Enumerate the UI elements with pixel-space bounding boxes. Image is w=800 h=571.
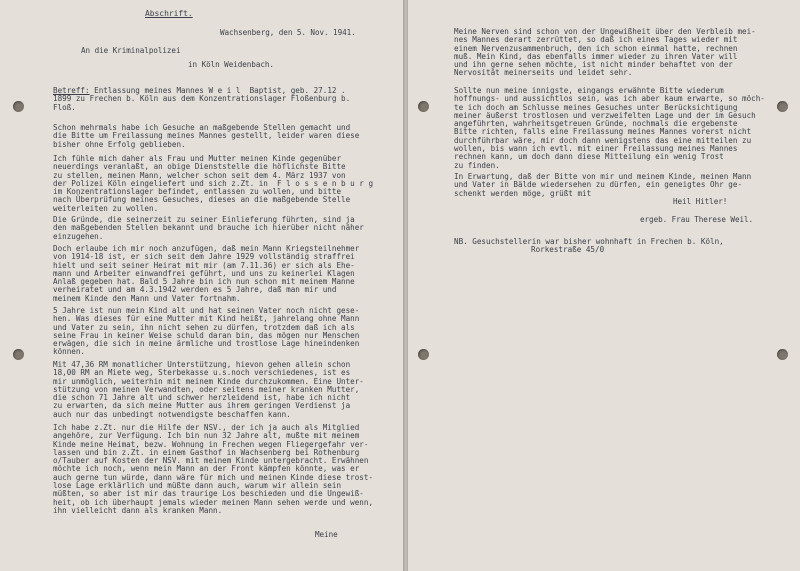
punch-hole (418, 101, 429, 112)
subject-line: Entlassung meines Mannes W e i l Baptist, geb. 27.12 . (89, 86, 346, 95)
text-line: möchte ich noch, wenn mein Mann an der Front kämpfen könnte, was er (53, 464, 360, 474)
text-line: die schon 71 Jahre alt und schwer herzleidend ist, habe ich nicht (53, 393, 351, 403)
text-line: von 1914-18 ist, er sich seit dem Jahre 1929 vollständig straffrei (53, 252, 355, 262)
paragraph-2 (53, 155, 373, 213)
right-page (408, 0, 800, 571)
paragraph-6 (53, 361, 364, 419)
text-line: und Vater zu sein, ihn nicht sehen zu dürfen, trotzdem daß ich als (53, 322, 355, 332)
text-line: mir unmöglich, weiterhin mit meinem Kinde durchzukommen. Eine Unter- (53, 376, 364, 386)
text-line: Ich fühle mich daher als Frau und Mutter meinen Kinde gegenüber (53, 154, 342, 163)
paragraph-10 (454, 173, 751, 198)
text-line: auch nur das unbedingt notwendigste beschaffen kann. (53, 409, 291, 419)
subject-line: 1899 zu Frechen b. Köln aus dem Konzentrationslager Floßenburg b. (53, 94, 351, 104)
text-line: meinem Kinde den Mann und Vater fortnahm. (53, 293, 241, 303)
text-line: Kinde meine Heimat, bezw. Wohnung in Frechen wegen Fliegergefahr ver- (53, 439, 369, 449)
text-line: Bitte richten, falls eine Freilassung meines Mannes vorerst nicht (454, 127, 752, 137)
text-line: auch gerne tun würde, dann wäre für mich und meinen Kinde diese trost- (53, 472, 374, 482)
text-line: muß. Mein Kind, das ebenfalls immer wieder zu ihren Vater will (454, 51, 738, 61)
text-line: neuerdings veranlaßt, an obige Dienststelle die höflichste Bitte (53, 162, 346, 172)
text-line: erwägen, die sich in meine ärmliche und trostlose Lage hineindenken (53, 339, 360, 349)
text-line: meiner äußerst trostlosen und verzweifelten Lage und der im Gesuch (454, 110, 756, 120)
text-line: Nervosität meinerseits und leidet sehr. (454, 68, 633, 78)
text-line: Meine Nerven sind schon von der Ungewißheit über den Verbleib mei- (454, 27, 756, 36)
text-line: durchführbar wäre, mir doch dann wenigstens das eine mitteilen zu (454, 135, 752, 145)
text-line: hielt und seit seiner Heirat mit mir (am 7.11.36) er sich als Ehe- (53, 260, 355, 270)
text-line: einzugehen. (53, 231, 104, 241)
paragraph-5 (53, 307, 359, 357)
punch-hole (13, 349, 24, 360)
punch-hole (418, 349, 429, 360)
footnote-line: NB. Gesuchstellerin war bisher wohnhaft in Frechen b. Köln, (454, 237, 724, 246)
text-line: te ich doch am Schlusse meines Gesuches unter Berücksichtigung (454, 102, 738, 112)
paragraph-1 (53, 124, 359, 149)
punch-hole (13, 101, 24, 112)
text-line: Ich habe z.Zt. nur die Hilfe der NSV., der ich ja auch als Mitglied (53, 423, 360, 432)
text-line: im Konzentrationslager befindet, entlassen zu wollen, und bitte (53, 187, 342, 197)
text-line: Doch erlaube ich mir noch anzufügen, daß mein Mann Kriegsteilnehmer (53, 244, 360, 253)
text-line: stützung von meinen Verwandten, oder seitens meiner kranken Mutter, (53, 384, 360, 394)
text-line: zu stellen, meinen Mann, welcher schon seit dem 4. März 1937 von (53, 170, 346, 180)
signature: ergeb. Frau Therese Weil. (640, 215, 754, 224)
recipient-line-2: in Köln Weidenbach. (188, 60, 274, 69)
text-line: lassen und bin z.Zt. in einem Gasthof in Wachsenberg bei Rothenburg (53, 447, 360, 457)
text-line: und Vater in Bälde wiedersehen zu dürfen, ein geneigtes Ohr ge- (454, 180, 743, 190)
text-line: Schon mehrmals habe ich Gesuche an maßgebende Stellen gemacht und (53, 123, 351, 132)
text-line: verheiratet und am 4.3.1942 werden es 5 Jahre, daß man mir und (53, 285, 337, 295)
text-line: heit, ob ich überhaupt jemals wieder meinen Mann sehen werde und wenn, (53, 497, 374, 507)
text-line: 5 Jahre ist nun mein Kind alt und hat seinen Vater noch nicht gese- (53, 306, 360, 315)
footnote (454, 238, 724, 255)
text-line: Die Gründe, die seinerzeit zu seiner Einlieferung führten, sind ja (53, 215, 355, 224)
place-date: Wachsenberg, den 5. Nov. 1941. (220, 28, 356, 37)
recipient-line-1: An die Kriminalpolizei (81, 46, 181, 55)
subject-block (53, 87, 350, 112)
paragraph-4 (53, 245, 359, 303)
text-line: 18,00 RM an Miete weg, Sterbekasse u.s.noch verschiedenes, ist es (53, 368, 351, 378)
text-line: o/Tauber auf Kosten der NSV. mit meinem Kinde untergebracht. Erwähnen (53, 456, 369, 466)
text-line: Anlaß gegeben hat. Bald 5 Jahre bin ich nun schon mit meinem Manne (53, 277, 355, 287)
text-line: mann und Arbeiter einwandfrei geführt, und uns zu keinerlei Klagen (53, 268, 355, 278)
text-line: lose Lage erklärlich und müßte dann auch, warum wir allein sein (53, 481, 342, 491)
subject-label: Betreff: (53, 86, 90, 95)
paragraph-9 (454, 87, 765, 170)
catchword: Meine (315, 530, 338, 539)
text-line: den maßgebenden Stellen bekannt und brauche ich hierüber nicht näher (53, 223, 364, 233)
text-line: der Polizei Köln eingeliefert und sich z.Zt. in F l o s s e n b u r g (53, 178, 374, 188)
text-line: angehöre, zur Verfügung. Ich bin nun 32 Jahre alt, mußte mit meinem (53, 431, 360, 441)
footnote-line: Rorkestraße 45/0 (531, 245, 605, 255)
text-line: hen. Was dieses für eine Mutter mit Kind heißt, jahrelang ohne Mann (53, 314, 360, 324)
text-line: bisher ohne Erfolg geblieben. (53, 139, 186, 149)
text-line: seine Frau in keiner Weise schuld daran bin, das mögen nur Menschen (53, 330, 360, 340)
text-line: die Bitte um Freilassung meines Mannes gestellt, leider waren diese (53, 131, 360, 141)
text-line: rechnen kann, um doch dann diese Mitteilung ein wenig Trost (454, 152, 724, 162)
text-line: schenkt werden möge, grüßt mit (454, 188, 592, 198)
text-line: zu finden. (454, 160, 500, 170)
punch-hole (777, 101, 788, 112)
document-heading: Abschrift. (145, 9, 193, 18)
text-line: können. (53, 347, 86, 357)
text-line: nes Mannes derart zerrüttet, so daß ich eines Tages wieder mit (454, 35, 738, 45)
punch-hole (777, 349, 788, 360)
text-line: einem Nervenzusammenbruch, den ich schon einmal hatte, rechnen (454, 43, 738, 53)
text-line: wollen, bis wann ich evtl. mit einer Freilassung meines Mannes (454, 144, 738, 154)
text-line: weiterleiten zu wollen. (53, 203, 159, 213)
text-line: nach Überprüfung meines Gesuches, dieses an die maßgebende Stelle (53, 195, 351, 205)
paragraph-7 (53, 424, 373, 515)
subject-line: Floß. (53, 102, 76, 112)
text-line: müßten, so aber ist mir das traurige Los beschieden und die Ungewiß- (53, 489, 364, 499)
text-line: zu erwarten, da sich meine Mutter aus ihrem geringen Verdienst ja (53, 401, 351, 411)
closing-greeting: Heil Hitler! (673, 197, 728, 206)
paragraph-8 (454, 28, 756, 78)
text-line: Mit 47,36 RM monatlicher Unterstützung, hievon gehen allein schon (53, 360, 351, 369)
text-line: hoffnungs- und aussichtlos sein, was ich aber kaum erwarte, so möch- (454, 94, 765, 104)
text-line: und ihn gerne sehen möchte, ist nicht minder behaftet von der (454, 60, 733, 70)
paragraph-3 (53, 216, 364, 241)
text-line: Sollte nun meine innigste, eingangs erwähnte Bitte wiederum (454, 86, 724, 95)
text-line: angeführten, wahrheitsgetreuen Gründe, nochmals die ergebenste (454, 119, 738, 129)
text-line: ihn vielleicht dann als kranken Mann. (53, 505, 223, 515)
text-line: In Erwartung, daß der Bitte von mir und meinem Kinde, meinen Mann (454, 172, 752, 181)
